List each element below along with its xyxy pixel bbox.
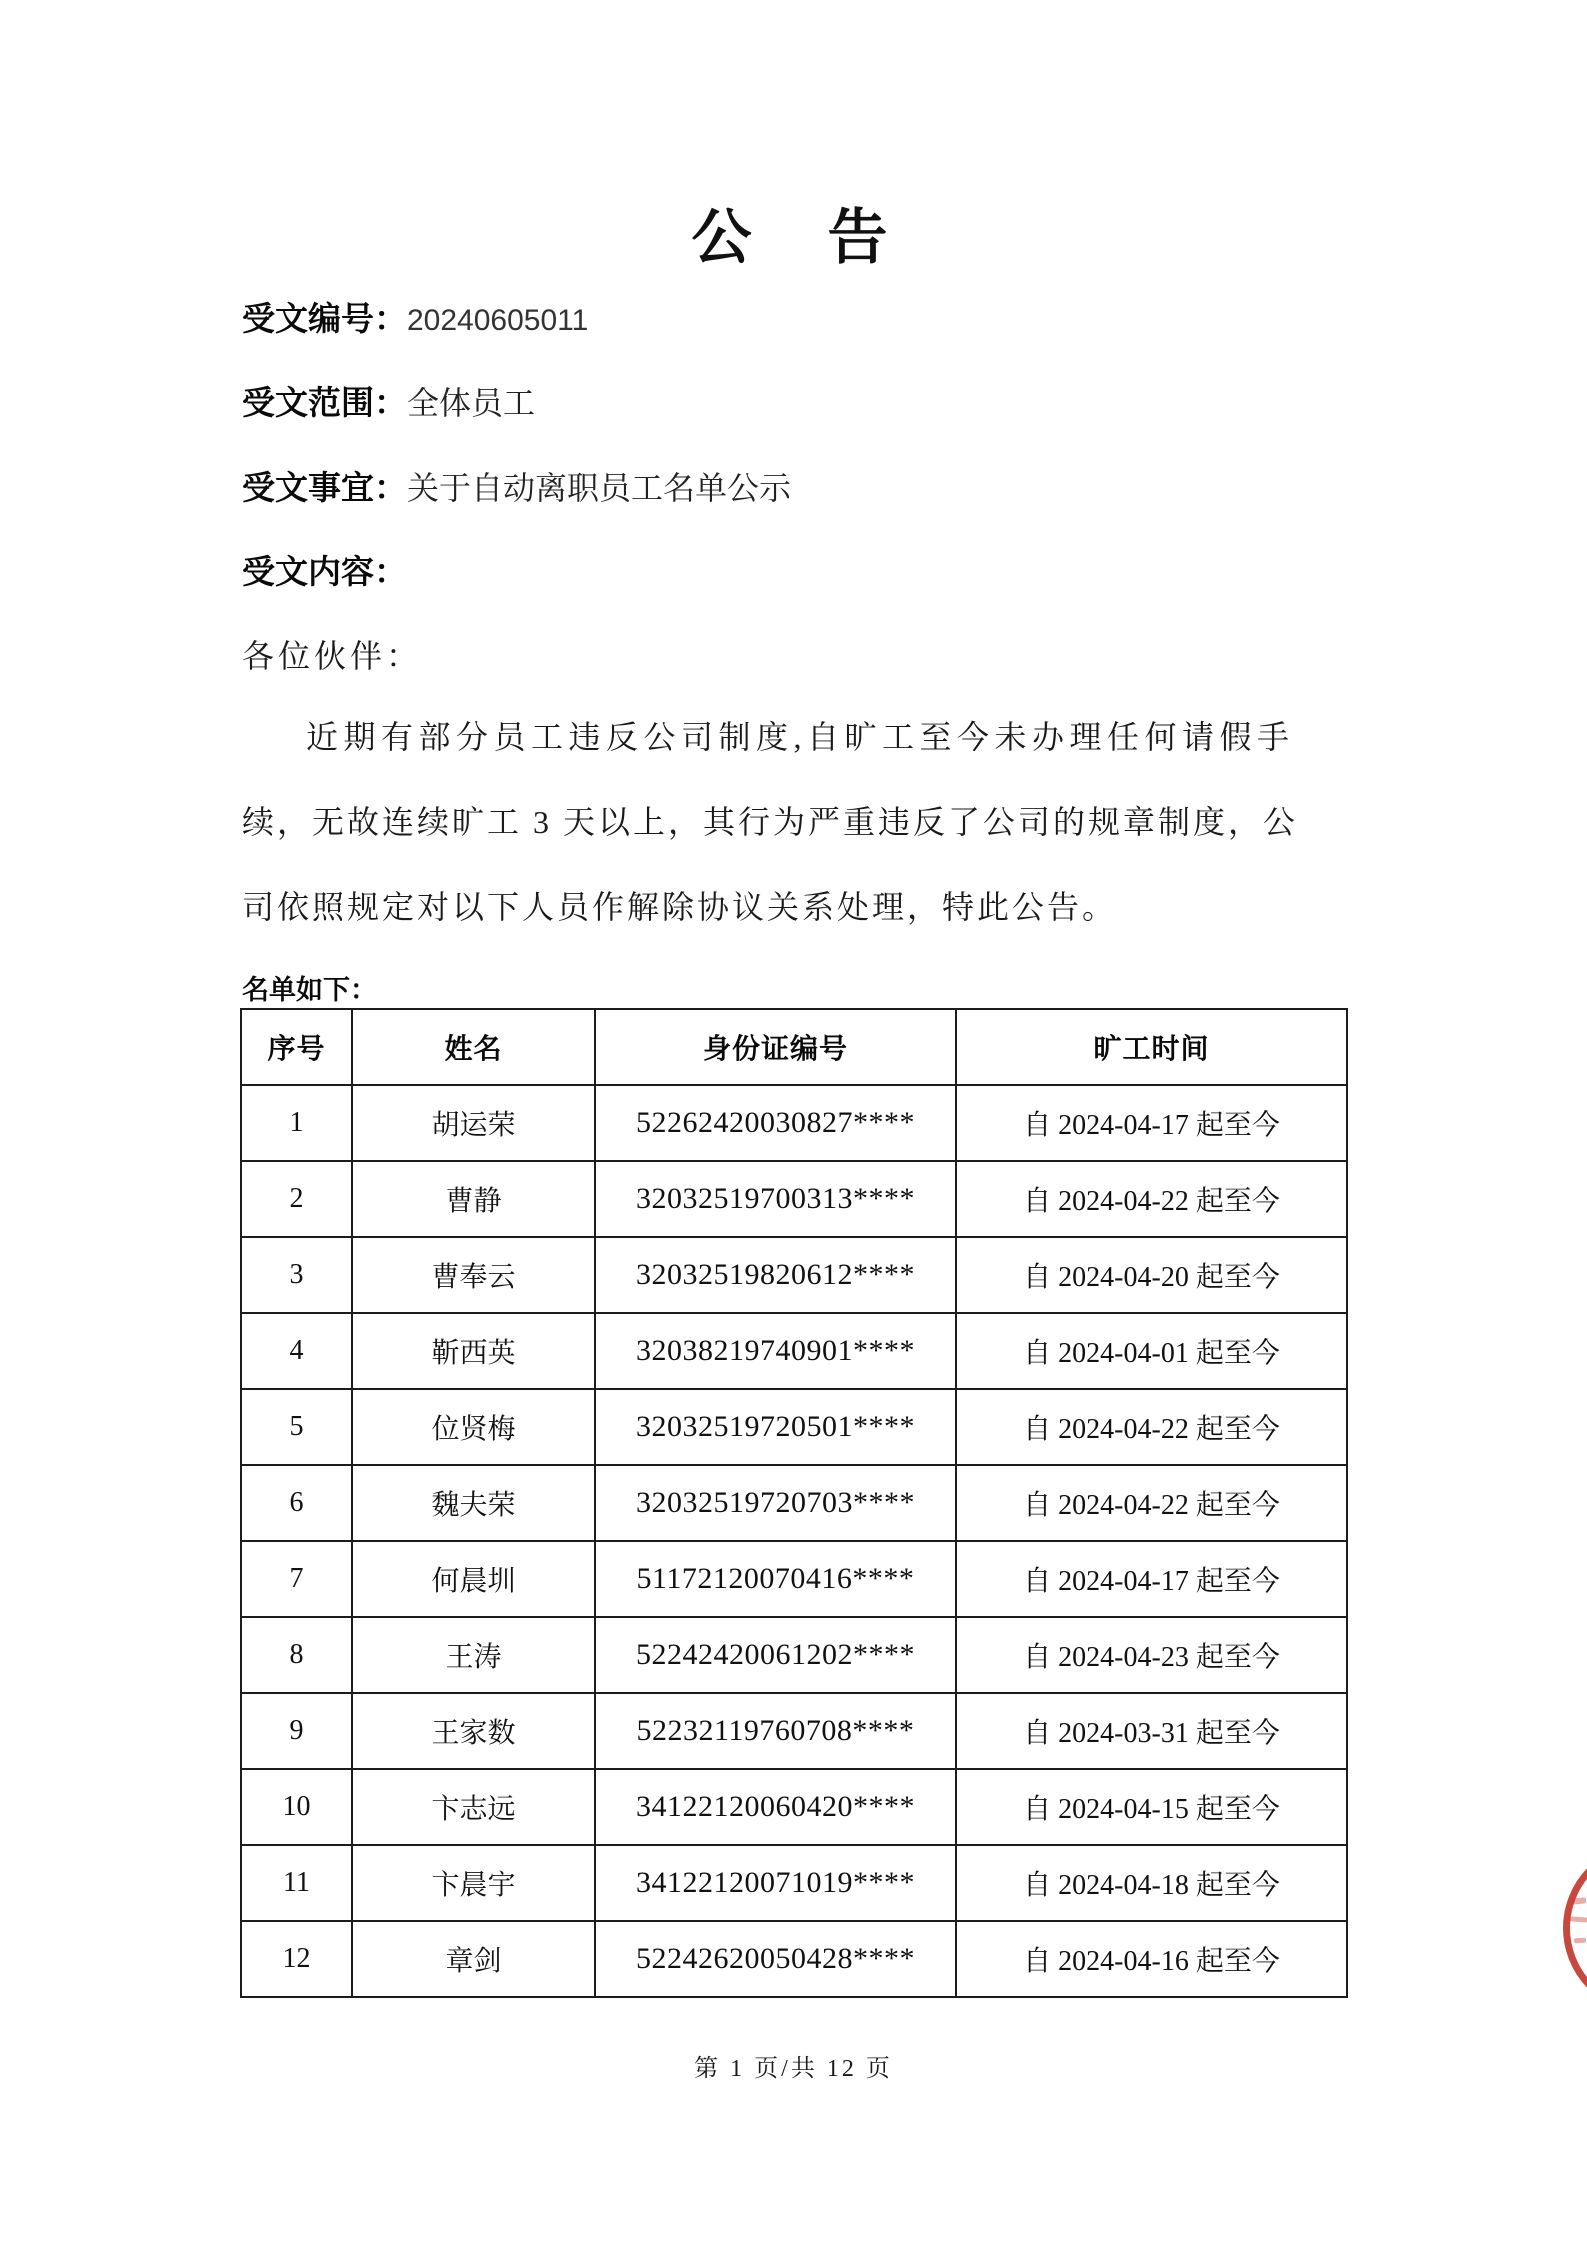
table-row: [241, 1465, 1347, 1541]
cell-index: 9: [241, 1693, 352, 1769]
body-paragraph-line: 续，无故连续旷工 3 天以上，其行为严重违反了公司的规章制度，公: [242, 804, 1299, 840]
cell-name: 卞志远: [352, 1769, 595, 1845]
meta-label: 受文内容：: [242, 555, 407, 591]
column-header: 旷工时间: [956, 1009, 1347, 1085]
cell-index: 4: [241, 1313, 352, 1389]
cell-index: 12: [241, 1921, 352, 1997]
cell-id_number: 34122120060420****: [595, 1769, 956, 1845]
meta-label: 受文编号：: [242, 302, 407, 338]
cell-index: 1: [241, 1085, 352, 1161]
cell-name: 章剑: [352, 1921, 595, 1997]
cell-absence_period: 自 2024-04-22 起至今: [956, 1161, 1347, 1237]
cell-absence_period: 自 2024-04-15 起至今: [956, 1769, 1347, 1845]
meta-value: 关于自动离职员工名单公示: [407, 470, 792, 506]
cell-index: 7: [241, 1541, 352, 1617]
table-row: [241, 1541, 1347, 1617]
table-header-row: [241, 1009, 1347, 1085]
body-paragraph-line: 司依照规定对以下人员作解除协议关系处理，特此公告。: [242, 889, 1118, 925]
cell-name: 王家数: [352, 1693, 595, 1769]
cell-index: 3: [241, 1237, 352, 1313]
table-row: [241, 1921, 1347, 1997]
table-row: [241, 1617, 1347, 1693]
table-row: [241, 1085, 1347, 1161]
meta-label: 受文事宜：: [242, 471, 407, 507]
column-header: 姓名: [352, 1009, 595, 1085]
meta-label: 受文范围：: [242, 386, 407, 422]
cell-absence_period: 自 2024-04-18 起至今: [956, 1845, 1347, 1921]
meta-line-subject: [242, 462, 1352, 508]
seal-text-fragment: [1574, 1938, 1586, 1944]
cell-name: 魏夫荣: [352, 1465, 595, 1541]
cell-id_number: 32032519700313****: [595, 1161, 956, 1237]
cell-absence_period: 自 2024-04-22 起至今: [956, 1465, 1347, 1541]
cell-id_number: 32032519820612****: [595, 1237, 956, 1313]
cell-absence_period: 自 2024-04-01 起至今: [956, 1313, 1347, 1389]
cell-id_number: 32038219740901****: [595, 1313, 956, 1389]
meta-line-doc-number: [242, 293, 1352, 339]
cell-name: 卞晨宇: [352, 1845, 595, 1921]
cell-id_number: 52242420061202****: [595, 1617, 956, 1693]
cell-id_number: 51172120070416****: [595, 1541, 956, 1617]
cell-absence_period: 自 2024-03-31 起至今: [956, 1693, 1347, 1769]
table-row: [241, 1313, 1347, 1389]
table-row: [241, 1845, 1347, 1921]
column-header: 序号: [241, 1009, 352, 1085]
salutation: 各位伙伴：: [242, 638, 423, 674]
cell-absence_period: 自 2024-04-17 起至今: [956, 1541, 1347, 1617]
cell-name: 曹奉云: [352, 1237, 595, 1313]
list-intro: 名单如下：: [242, 975, 377, 1005]
company-seal-icon: [1563, 1842, 1587, 2014]
cell-index: 11: [241, 1845, 352, 1921]
cell-index: 5: [241, 1389, 352, 1465]
cell-index: 10: [241, 1769, 352, 1845]
cell-index: 6: [241, 1465, 352, 1541]
cell-id_number: 52232119760708****: [595, 1693, 956, 1769]
page-title: 公 告: [691, 205, 896, 271]
cell-name: 靳西英: [352, 1313, 595, 1389]
meta-value: 全体员工: [407, 385, 536, 421]
cell-absence_period: 自 2024-04-23 起至今: [956, 1617, 1347, 1693]
cell-index: 2: [241, 1161, 352, 1237]
table-row: [241, 1237, 1347, 1313]
cell-name: 曹静: [352, 1161, 595, 1237]
cell-name: 何晨圳: [352, 1541, 595, 1617]
meta-line-content: [242, 546, 1352, 592]
cell-absence_period: 自 2024-04-16 起至今: [956, 1921, 1347, 1997]
cell-index: 8: [241, 1617, 352, 1693]
absentee-table: [240, 1008, 1348, 1998]
absentee-table-body: [241, 1085, 1347, 1997]
page-number: 第 1 页/共 12 页: [694, 2056, 893, 2082]
cell-absence_period: 自 2024-04-22 起至今: [956, 1389, 1347, 1465]
table-row: [241, 1769, 1347, 1845]
cell-name: 王涛: [352, 1617, 595, 1693]
cell-name: 胡运荣: [352, 1085, 595, 1161]
table-row: [241, 1161, 1347, 1237]
cell-id_number: 34122120071019****: [595, 1845, 956, 1921]
cell-id_number: 52262420030827****: [595, 1085, 956, 1161]
cell-absence_period: 自 2024-04-20 起至今: [956, 1237, 1347, 1313]
table-row: [241, 1693, 1347, 1769]
meta-value: 20240605011: [407, 304, 589, 337]
cell-id_number: 32032519720501****: [595, 1389, 956, 1465]
column-header: 身份证编号: [595, 1009, 956, 1085]
body-paragraph-line: 近期有部分员工违反公司制度,自旷工至今未办理任何请假手: [306, 719, 1295, 755]
cell-id_number: 32032519720703****: [595, 1465, 956, 1541]
cell-absence_period: 自 2024-04-17 起至今: [956, 1085, 1347, 1161]
meta-line-scope: [242, 377, 1352, 423]
table-row: [241, 1389, 1347, 1465]
cell-id_number: 52242620050428****: [595, 1921, 956, 1997]
cell-name: 位贤梅: [352, 1389, 595, 1465]
